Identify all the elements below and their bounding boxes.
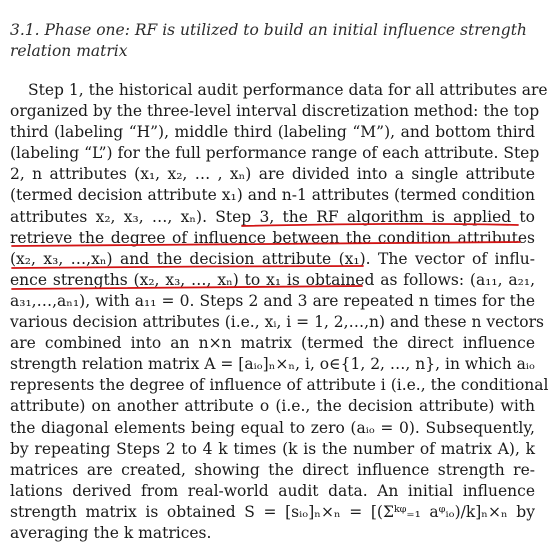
paragraph-line: a₃₁,…,aₙ₁), with a₁₁ = 0. Steps 2 and 3 are repeated n times for the bbox=[10, 291, 535, 310]
paragraph-line: third (labeling “H”), middle third (labeling “M”), and bottom third bbox=[10, 123, 535, 142]
paragraph-line: organized by the three-level interval discretization method: the top bbox=[10, 102, 540, 121]
paragraph-line: (termed decision attribute x₁) and n-1 attributes (termed condition bbox=[10, 186, 535, 205]
paragraph-line: ence strengths (x₂, x₃, …, xₙ) to x₁ is obtained as follows: (a₁₁, a₂₁, bbox=[10, 270, 535, 289]
paragraph-line: Step 1, the historical audit performance data for all attributes are bbox=[28, 81, 548, 99]
paragraph-line: averaging the k matrices. bbox=[10, 523, 212, 542]
paragraph-line: attribute) on another attribute o (i.e., the decision attribute) with bbox=[10, 397, 535, 416]
paragraph-line: are combined into an n×n matrix (termed the direct influence bbox=[10, 334, 535, 353]
paragraph-line: the diagonal elements being equal to zero (aᵢₒ = 0). Subsequently, bbox=[10, 418, 535, 437]
section-heading: 3.1. Phase one: RF is utilized to build an initial influence strength relation matrix bbox=[10, 21, 527, 60]
body-paragraph bbox=[10, 80, 549, 544]
paragraph-line: represents the degree of influence of attribute i (i.e., the conditional bbox=[10, 376, 549, 395]
paragraph-line: (x₂, x₃, …,xₙ) and the decision attribute (x₁). The vector of influ- bbox=[10, 249, 535, 268]
paragraph-line: retrieve the degree of influence between the condition attributes bbox=[10, 228, 535, 247]
paragraph-line: lations derived from real-world audit data. An initial influence bbox=[10, 481, 535, 500]
paragraph-line: attributes x₂, x₃, …, xₙ). Step 3, the RF algorithm is applied to bbox=[10, 207, 535, 226]
paragraph-line: matrices are created, showing the direct influence strength re- bbox=[10, 460, 535, 479]
paragraph-line: 2, n attributes (x₁, x₂, … , xₙ) are divided into a single attribute bbox=[10, 165, 535, 184]
paragraph-line: strength relation matrix A = [aᵢₒ]ₙ×ₙ, i, o∈{1, 2, …, n}, in which aᵢₒ bbox=[10, 355, 535, 374]
paragraph-line: strength matrix is obtained S = [sᵢₒ]ₙ×ₙ = [(Σᵏᵠ₌₁ aᵠᵢₒ)/k]ₙ×ₙ by bbox=[10, 502, 535, 521]
paragraph-line: by repeating Steps 2 to 4 k times (k is the number of matrix A), k bbox=[10, 439, 535, 458]
paragraph-line: (labeling “L”) for the full performance range of each attribute. Step bbox=[10, 144, 540, 163]
paragraph-line: various decision attributes (i.e., xᵢ, i = 1, 2,…,n) and these n vectors bbox=[10, 313, 544, 332]
